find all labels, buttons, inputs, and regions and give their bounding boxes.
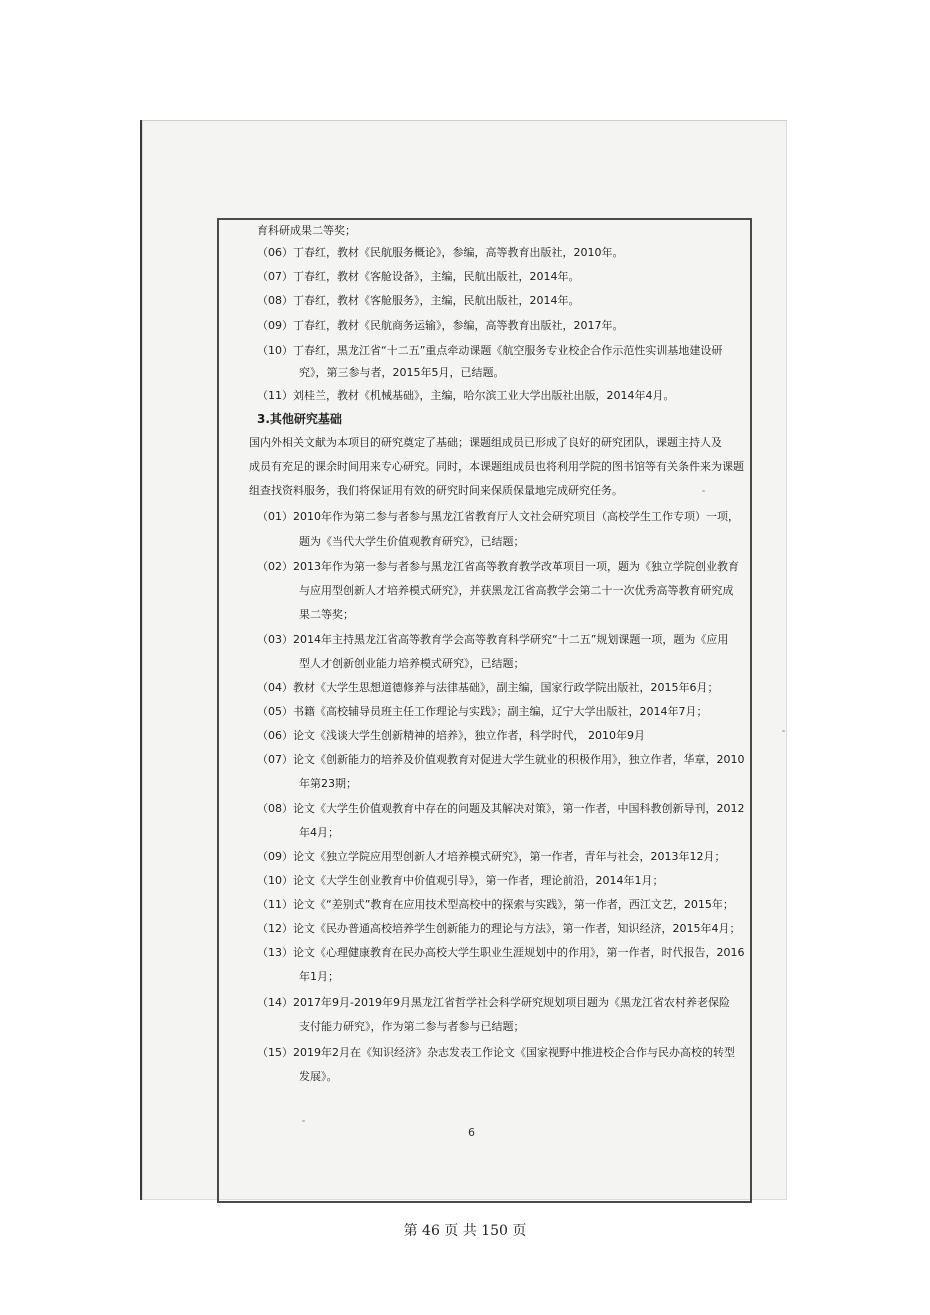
text-line: （11）刘桂兰，教材《机械基础》，主编，哈尔滨工业大学出版社出版，2014年4月。 — [257, 389, 675, 402]
text-line: （06）丁春红，教材《民航服务概论》，参编，高等教育出版社，2010年。 — [257, 246, 624, 259]
text-line: 国内外相关文献为本项目的研究奠定了基础；课题组成员已形成了良好的研究团队，课题主持人及 — [249, 436, 722, 449]
text-line: 成员有充足的课余时间用来专心研究。同时，本课题组成员也将利用学院的图书馆等有关条件来为课题 — [249, 460, 744, 473]
scan-speck — [782, 730, 785, 732]
text-line: （09）丁春红，教材《民航商务运输》，参编，高等教育出版社，2017年。 — [257, 319, 624, 332]
text-line: （07）丁春红，教材《客舱设备》，主编，民航出版社，2014年。 — [257, 270, 580, 283]
scan-edge — [142, 120, 787, 121]
text-line: （11）论文《“差别式”教育在应用技术型高校中的探索与实践》，第一作者，西江文艺，2015年； — [257, 898, 734, 911]
text-line: （06）论文《浅谈大学生创新精神的培养》，独立作者，科学时代， 2010年9月 — [257, 729, 645, 742]
text-line: 年第23期； — [299, 777, 357, 790]
text-line: 究》，第三参与者，2015年5月，已结题。 — [299, 366, 505, 379]
text-line: （03）2014年主持黑龙江省高等教育学会高等教育科学研究“十二五”规划课题一项，题为《应用 — [257, 633, 729, 646]
text-line: （05）书籍《高校辅导员班主任工作理论与实践》；副主编，辽宁大学出版社，2014年7月； — [257, 705, 708, 718]
text-line: （12）论文《民办普通高校培养学生创新能力的理论与方法》，第一作者，知识经济，2015年4月； — [257, 922, 741, 935]
text-line: 型人才创新创业能力培养模式研究》，已结题； — [299, 657, 525, 670]
page-footer: 第 46 页 共 150 页 — [403, 1223, 527, 1239]
scanned-page — [140, 120, 787, 1200]
text-line: （09）论文《独立学院应用型创新人才培养模式研究》，第一作者，青年与社会，2013年12月； — [257, 850, 726, 863]
text-line: 与应用型创新人才培养模式研究》，并获黑龙江省高教学会第二十一次优秀高等教育研究成 — [299, 584, 734, 597]
text-line: （15）2019年2月在《知识经济》杂志发表工作论文《国家视野中推进校企合作与民办高校的转型 — [257, 1046, 735, 1059]
text-line: 组查找资料服务，我们将保证用有效的研究时间来保质保量地完成研究任务。 — [249, 484, 623, 497]
text-line: （02）2013年作为第一参与者参与黑龙江省高等教育教学改革项目一项，题为《独立学院创业教育 — [257, 560, 739, 573]
text-line: （10）论文《大学生创业教育中价值观引导》，第一作者，理论前沿，2014年1月； — [257, 874, 664, 887]
text-line: 果二等奖； — [299, 608, 354, 621]
text-line: （07）论文《创新能力的培养及价值观教育对促进大学生就业的积极作用》，独立作者，华章，2010 — [257, 753, 745, 766]
text-line: 题为《当代大学生价值观教育研究》，已结题； — [299, 535, 525, 548]
text-line: 发展》。 — [299, 1070, 338, 1083]
text-line: （08）丁春红，教材《客舱服务》，主编，民航出版社，2014年。 — [257, 294, 580, 307]
text-line: （10）丁春红，黑龙江省“十二五”重点牵动课题《航空服务专业校企合作示范性实训基地建设研 — [257, 344, 723, 357]
text-line: （01）2010年作为第二参与者参与黑龙江省教育厅人文社会研究项目（高校学生工作专项）一项， — [257, 510, 739, 523]
text-line: （14）2017年9月-2019年9月黑龙江省哲学社会科学研究规划项目题为《黑龙江省农村养老保险 — [257, 996, 730, 1009]
content-frame — [217, 218, 752, 1203]
section-heading: 3.其他研究基础 — [257, 412, 342, 426]
text-line: 年1月； — [299, 970, 339, 983]
text-line: （08）论文《大学生价值观教育中存在的问题及其解决对策》，第一作者，中国科教创新导刊，2012 — [257, 802, 745, 815]
text-line: 支付能力研究》，作为第二参与者参与已结题； — [299, 1020, 525, 1033]
text-line: 育科研成果二等奖； — [257, 224, 356, 237]
text-line: （13）论文《心理健康教育在民办高校大学生职业生涯规划中的作用》，第一作者，时代报告，2016 — [257, 946, 745, 959]
text-line: （04）教材《大学生思想道德修养与法律基础》，副主编，国家行政学院出版社，2015年6月； — [257, 681, 719, 694]
text-line: 年4月； — [299, 826, 339, 839]
scan-page-number: 6 — [468, 1126, 475, 1139]
